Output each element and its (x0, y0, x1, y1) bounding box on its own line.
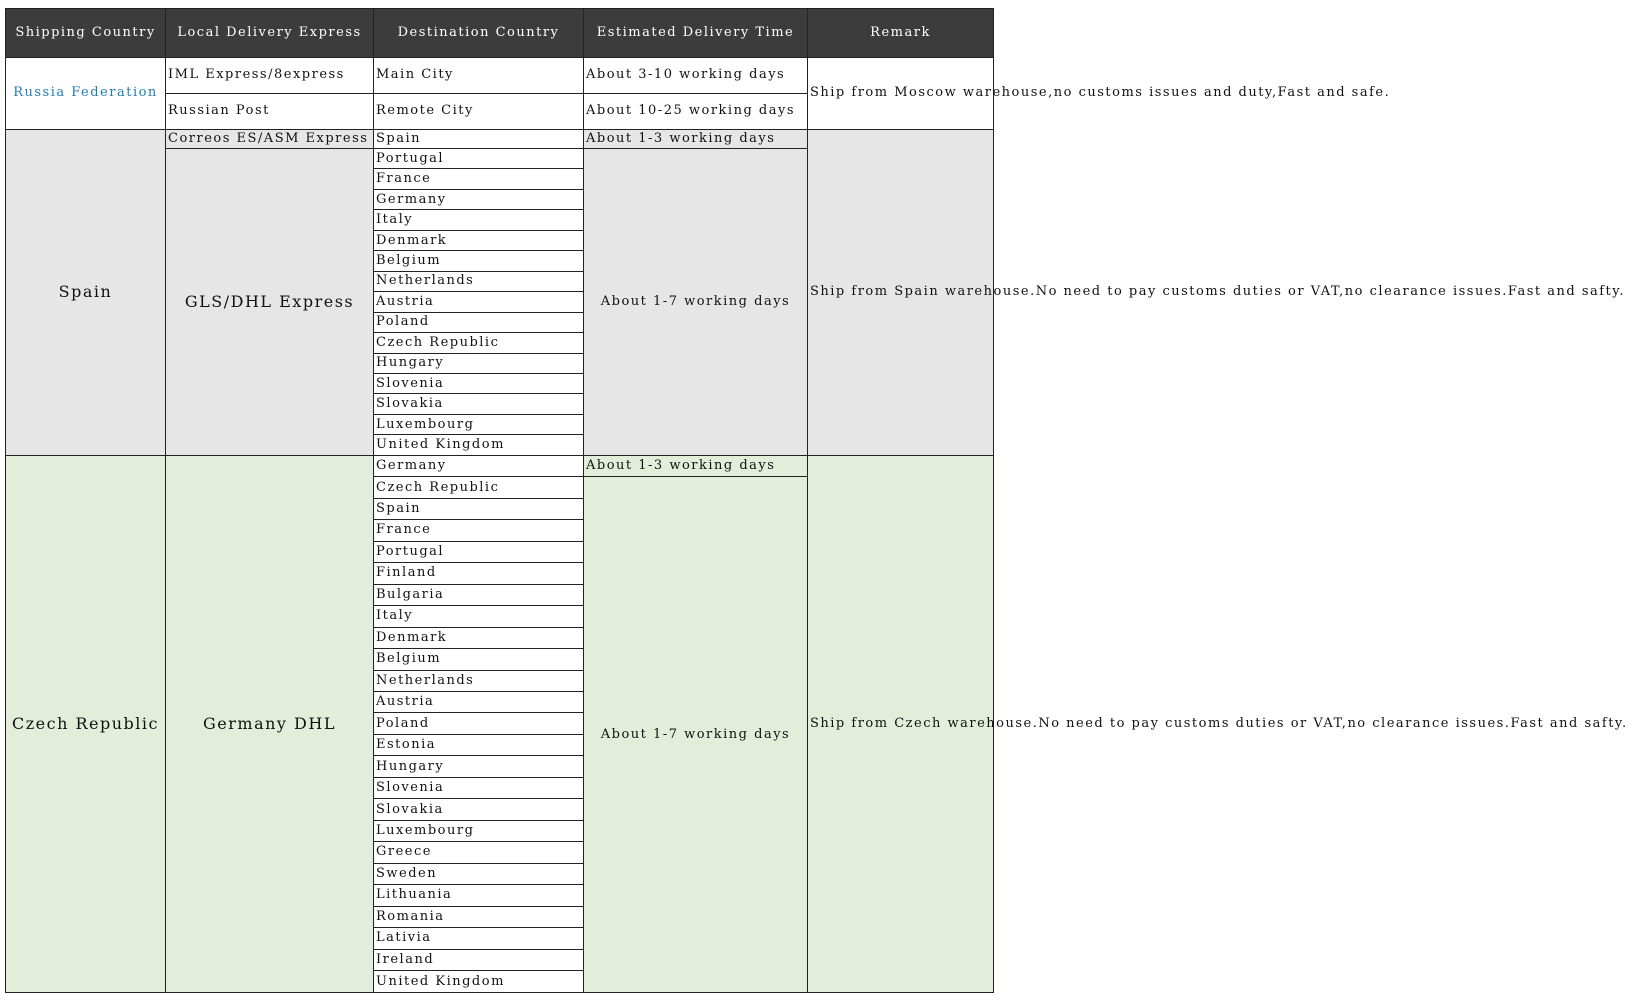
header-shipping-country: Shipping Country (6, 9, 166, 58)
destination-cell: Estonia (374, 734, 584, 755)
destination-cell: United Kingdom (374, 435, 584, 455)
express-cell: Russian Post (166, 93, 374, 129)
destination-cell: Sweden (374, 863, 584, 884)
header-destination-country: Destination Country (374, 9, 584, 58)
remark-spain: Ship from Spain warehouse.No need to pay customs duties or VAT,no clearance issues.Fast and safty. (808, 129, 994, 455)
shipping-country-czech: Czech Republic (6, 455, 166, 992)
express-cell-germany-dhl: Germany DHL (166, 455, 374, 992)
table-row (6, 58, 994, 94)
destination-cell: Denmark (374, 627, 584, 648)
delivery-time-cell: About 1-3 working days (584, 129, 808, 148)
destination-cell: Bulgaria (374, 584, 584, 605)
destination-cell: Portugal (374, 149, 584, 169)
destination-cell: Netherlands (374, 271, 584, 291)
destination-cell: Italy (374, 606, 584, 627)
destination-cell: Denmark (374, 230, 584, 250)
destination-cell: Remote City (374, 93, 584, 129)
header-local-delivery-express: Local Delivery Express (166, 9, 374, 58)
remark-czech: Ship from Czech warehouse.No need to pay customs duties or VAT,no clearance issues.Fast and safty. (808, 455, 994, 992)
delivery-time-cell-spain-group: About 1-7 working days (584, 149, 808, 456)
destination-cell: Hungary (374, 756, 584, 777)
delivery-time-cell: About 10-25 working days (584, 93, 808, 129)
destination-cell: Germany (374, 189, 584, 209)
table-row (6, 455, 994, 476)
destination-cell: Poland (374, 713, 584, 734)
destination-cell: Netherlands (374, 670, 584, 691)
destination-cell: Romania (374, 906, 584, 927)
destination-cell: Greece (374, 842, 584, 863)
destination-cell: Italy (374, 210, 584, 230)
header-estimated-delivery-time: Estimated Delivery Time (584, 9, 808, 58)
destination-cell: Finland (374, 563, 584, 584)
destination-cell: Germany (374, 455, 584, 476)
shipping-country-russia: Russia Federation (6, 58, 166, 130)
delivery-time-cell: About 3-10 working days (584, 58, 808, 94)
destination-cell: Slovakia (374, 394, 584, 414)
remark-russia: Ship from Moscow warehouse,no customs issues and duty,Fast and safe. (808, 58, 994, 130)
delivery-time-cell: About 1-3 working days (584, 455, 808, 476)
destination-cell: Portugal (374, 541, 584, 562)
shipping-country-spain: Spain (6, 129, 166, 455)
destination-cell: Spain (374, 498, 584, 519)
express-cell: Correos ES/ASM Express (166, 129, 374, 148)
destination-cell: United Kingdom (374, 971, 584, 993)
destination-cell: Ireland (374, 949, 584, 970)
destination-cell: Luxembourg (374, 414, 584, 434)
destination-cell: Lativia (374, 928, 584, 949)
shipping-table (5, 8, 1628, 993)
express-cell-gls-dhl: GLS/DHL Express (166, 149, 374, 456)
destination-cell: Spain (374, 129, 584, 148)
destination-cell: Czech Republic (374, 477, 584, 498)
destination-cell: Lithuania (374, 885, 584, 906)
delivery-time-cell-czech-group: About 1-7 working days (584, 477, 808, 993)
destination-cell: Slovenia (374, 374, 584, 394)
destination-cell: Main City (374, 58, 584, 94)
destination-cell: Slovenia (374, 777, 584, 798)
express-cell: IML Express/8express (166, 58, 374, 94)
destination-cell: Czech Republic (374, 333, 584, 353)
destination-cell: Belgium (374, 251, 584, 271)
destination-cell: France (374, 520, 584, 541)
destination-cell: Luxembourg (374, 820, 584, 841)
destination-cell: Belgium (374, 649, 584, 670)
header-row (6, 9, 994, 58)
destination-cell: Slovakia (374, 799, 584, 820)
destination-cell: France (374, 169, 584, 189)
destination-cell: Poland (374, 312, 584, 332)
destination-cell: Austria (374, 691, 584, 712)
destination-cell: Hungary (374, 353, 584, 373)
table-row (6, 129, 994, 148)
destination-cell: Austria (374, 292, 584, 312)
header-remark: Remark (808, 9, 994, 58)
